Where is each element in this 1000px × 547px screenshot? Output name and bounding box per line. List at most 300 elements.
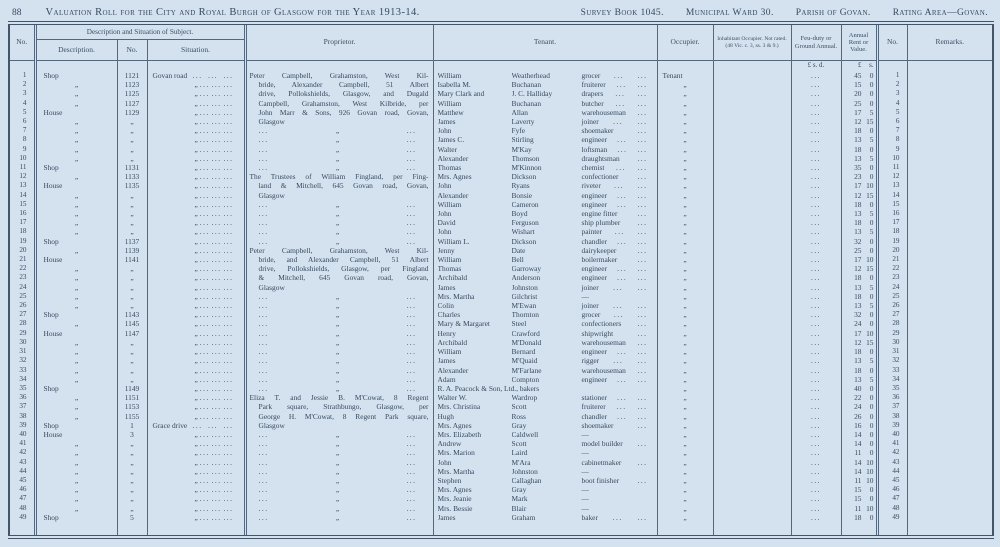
cell-tenant — [433, 108, 657, 117]
tenant-surname: Cameron — [511, 199, 539, 209]
tenant-forename: James — [437, 117, 456, 127]
tenant-line — [434, 439, 657, 448]
cell-row-number-right: 36 — [877, 393, 907, 402]
rent-value — [842, 329, 876, 338]
rent-pounds: 13 — [854, 301, 862, 311]
cell-inhabitant-occupier — [713, 283, 791, 292]
cell-inhabitant-occupier — [713, 218, 791, 227]
units-cell-blank — [245, 61, 433, 72]
leader-dots: ... — [199, 126, 210, 136]
cell-remarks — [907, 448, 993, 457]
proprietor-ditto — [247, 338, 433, 347]
cell-situation — [147, 319, 245, 328]
rent-value — [842, 476, 876, 485]
tenant-occupation — [582, 209, 657, 218]
cell-proprietor — [245, 338, 433, 347]
cell-tenant — [433, 384, 657, 393]
cell-annual-rent — [841, 366, 877, 375]
tenant-occupation — [582, 154, 657, 163]
leader-dots: ... — [223, 107, 234, 117]
tenant-forename: Stephen — [437, 475, 462, 485]
rent-value — [842, 439, 876, 448]
cell-description: „ — [35, 375, 117, 384]
cell-tenant — [433, 209, 657, 218]
situation-text: „ — [194, 282, 198, 292]
leader-dots: ... — [199, 319, 210, 329]
leader-dots: ... — [616, 80, 627, 90]
cell-row-number-right: 34 — [877, 375, 907, 384]
cell-situation — [147, 200, 245, 209]
leader-dots: ... — [617, 135, 628, 145]
cell-tenant — [433, 191, 657, 200]
situation-line — [148, 126, 244, 135]
tenant-line — [434, 237, 657, 246]
tenant-forename: James — [437, 282, 456, 292]
leader-dots: ... — [617, 374, 628, 384]
leader-dots: ... — [637, 89, 648, 99]
cell-proprietor — [245, 181, 433, 190]
cell-feu-duty: ... — [791, 329, 841, 338]
situation-line — [148, 292, 244, 301]
cell-remarks — [907, 227, 993, 236]
leader-dots: ... — [258, 153, 269, 163]
cell-inhabitant-occupier — [713, 513, 791, 522]
cell-row-number-right: 15 — [877, 200, 907, 209]
situation-text: „ — [194, 439, 198, 449]
units-cell-blank — [9, 61, 35, 72]
cell-tenant — [433, 80, 657, 89]
leader-dots: ... — [637, 181, 648, 191]
cell-row-number: 36 — [9, 393, 35, 402]
cell-description: „ — [35, 402, 117, 411]
cell-street-number: „ — [117, 504, 147, 513]
units-cell-blank — [147, 61, 245, 72]
leader-dots: ... — [211, 356, 222, 366]
cell-inhabitant-occupier — [713, 89, 791, 98]
cell-annual-rent — [841, 375, 877, 384]
tenant-surname: J. C. Halliday — [511, 89, 553, 99]
cell-row-number: 18 — [9, 227, 35, 236]
cell-situation — [147, 117, 245, 126]
proprietor-text: bride, and Alexander Campbell, 51 Albert — [258, 255, 429, 265]
situation-line — [148, 264, 244, 273]
cell-description: „ — [35, 135, 117, 144]
cell-feu-duty: ... — [791, 135, 841, 144]
rent-pounds: 18 — [854, 512, 862, 522]
rent-value — [842, 108, 876, 117]
occupation-text: boot finisher — [581, 475, 620, 485]
situation-line — [148, 163, 244, 172]
cell-occupier: „ — [657, 430, 713, 439]
cell-street-number: 1151 — [117, 393, 147, 402]
tenant-line — [434, 200, 657, 209]
cell-row-number: 6 — [9, 117, 35, 126]
tenant-surname: M'Kay — [511, 144, 532, 154]
leader-dots: ... — [613, 71, 624, 80]
rent-pounds: 45 — [854, 71, 862, 80]
cell-remarks — [907, 338, 993, 347]
cell-remarks — [907, 513, 993, 522]
proprietor-text: & Mitchell, 645 Govan road, Govan, — [258, 273, 429, 283]
proprietor-ditto — [247, 430, 433, 439]
proprietor-ditto — [247, 329, 433, 338]
cell-proprietor — [245, 246, 433, 255]
situation-text: „ — [194, 126, 198, 136]
cell-street-number: „ — [117, 126, 147, 135]
cell-row-number: 9 — [9, 145, 35, 154]
rent-shillings: 0 — [869, 245, 874, 255]
cell-annual-rent — [841, 99, 877, 108]
rent-units-shillings: s. — [869, 62, 874, 69]
tenant-forename: James C. — [437, 135, 465, 145]
cell-remarks — [907, 393, 993, 402]
cell-remarks — [907, 467, 993, 476]
rent-shillings: 0 — [869, 172, 874, 182]
tenant-occupation — [582, 135, 657, 144]
rent-shillings: 5 — [869, 356, 874, 366]
cell-proprietor — [245, 393, 433, 402]
leader-dots: ... — [223, 512, 234, 522]
cell-inhabitant-occupier — [713, 421, 791, 430]
cell-annual-rent — [841, 292, 877, 301]
tenant-surname: Buchanan — [511, 98, 542, 108]
situation-text: „ — [194, 181, 198, 191]
cell-description: Shop — [35, 163, 117, 172]
cell-proprietor — [245, 117, 433, 126]
cell-remarks — [907, 485, 993, 494]
cell-description: „ — [35, 347, 117, 356]
cell-remarks — [907, 108, 993, 117]
leader-dots: ... — [223, 209, 234, 219]
table-row — [9, 172, 993, 181]
cell-annual-rent — [841, 504, 877, 513]
cell-feu-duty: ... — [791, 402, 841, 411]
cell-remarks — [907, 430, 993, 439]
rent-shillings: 0 — [869, 365, 874, 375]
proprietor-ditto — [247, 218, 433, 227]
situation-text: „ — [194, 402, 198, 412]
cell-street-number: 1149 — [117, 384, 147, 393]
occupation-text: warehouseman — [581, 337, 626, 347]
cell-feu-duty: ... — [791, 412, 841, 421]
leader-dots: ... — [258, 503, 269, 513]
cell-row-number-right: 5 — [877, 108, 907, 117]
cell-tenant — [433, 504, 657, 513]
leader-dots: ... — [258, 429, 269, 439]
situation-line — [148, 209, 244, 218]
cell-occupier: „ — [657, 154, 713, 163]
leader-dots: ... — [637, 264, 648, 274]
tenant-line — [434, 292, 657, 301]
occupation-text: shipwright — [581, 328, 614, 338]
rent-value — [842, 99, 876, 108]
occupation-text: engineer — [581, 374, 607, 384]
occupation-text: — — [581, 291, 589, 301]
cell-tenant — [433, 264, 657, 273]
tenant-occupation — [582, 172, 657, 181]
tenant-surname: M'Donald — [511, 337, 542, 347]
cell-description: „ — [35, 126, 117, 135]
leader-dots: ... — [211, 236, 222, 246]
cell-description: „ — [35, 393, 117, 402]
cell-feu-duty: ... — [791, 99, 841, 108]
cell-remarks — [907, 366, 993, 375]
leader-dots: ... — [199, 153, 210, 163]
tenant-line — [434, 458, 657, 467]
cell-tenant — [433, 71, 657, 80]
spacer-cell — [147, 522, 245, 537]
ditto-mark: „ — [335, 439, 340, 449]
tenant-line — [434, 154, 657, 163]
cell-feu-duty: ... — [791, 126, 841, 135]
cell-situation — [147, 338, 245, 347]
leader-dots: ... — [637, 356, 648, 366]
leader-dots: ... — [223, 439, 234, 449]
situation-line — [148, 301, 244, 310]
leader-dots: ... — [637, 190, 648, 200]
occupation-text: confectioner — [581, 172, 619, 182]
cell-row-number-right: 6 — [877, 117, 907, 126]
cell-street-number: 1129 — [117, 108, 147, 117]
leader-dots: ... — [223, 255, 234, 265]
ditto-mark: „ — [335, 126, 340, 136]
rent-shillings: 0 — [869, 393, 874, 403]
situation-text: „ — [194, 80, 198, 90]
cell-row-number: 22 — [9, 264, 35, 273]
tenant-forename: Mrs. Martha — [437, 466, 475, 476]
ditto-mark: „ — [335, 347, 340, 357]
rent-pounds: 17 — [854, 328, 862, 338]
cell-occupier: „ — [657, 246, 713, 255]
col-remarks: Remarks. — [907, 23, 993, 61]
cell-street-number: „ — [117, 200, 147, 209]
cell-feu-duty: ... — [791, 366, 841, 375]
cell-remarks — [907, 458, 993, 467]
cell-inhabitant-occupier — [713, 172, 791, 181]
cell-feu-duty: ... — [791, 384, 841, 393]
cell-inhabitant-occupier — [713, 209, 791, 218]
cell-occupier: „ — [657, 458, 713, 467]
leader-dots: ... — [223, 291, 234, 301]
rent-value — [842, 292, 876, 301]
leader-dots: ... — [223, 466, 234, 476]
cell-tenant — [433, 172, 657, 181]
tenant-occupation — [582, 218, 657, 227]
leader-dots: ... — [223, 144, 234, 154]
cell-row-number: 33 — [9, 366, 35, 375]
occupation-text: grocer — [581, 71, 601, 80]
leader-dots: ... — [406, 291, 417, 301]
occupation-text: fruiterer — [581, 402, 606, 412]
proprietor-ditto — [247, 237, 433, 246]
situation-text: „ — [194, 319, 198, 329]
occupation-text: chandler — [581, 236, 607, 246]
cell-situation — [147, 347, 245, 356]
leader-dots: ... — [199, 393, 210, 403]
cell-occupier: „ — [657, 448, 713, 457]
cell-feu-duty: ... — [791, 301, 841, 310]
occupation-text: model builder — [581, 439, 623, 449]
table-row — [9, 292, 993, 301]
situation-text: „ — [194, 337, 198, 347]
tenant-line — [434, 319, 657, 328]
cell-row-number-right: 16 — [877, 209, 907, 218]
cell-row-number: 41 — [9, 439, 35, 448]
situation-text: „ — [194, 356, 198, 366]
leader-dots: ... — [199, 144, 210, 154]
rent-value — [842, 181, 876, 190]
cell-street-number: „ — [117, 338, 147, 347]
situation-line — [148, 181, 244, 190]
leader-dots: ... — [199, 383, 210, 393]
cell-occupier: „ — [657, 384, 713, 393]
cell-row-number: 40 — [9, 430, 35, 439]
cell-situation — [147, 108, 245, 117]
proprietor-text: George H. M'Cowat, 8 Regent Park square, — [258, 411, 429, 421]
cell-street-number: 1127 — [117, 99, 147, 108]
tenant-line — [434, 448, 657, 457]
tenant-occupation — [582, 393, 657, 402]
tenant-occupation — [582, 412, 657, 421]
tenant-line — [434, 402, 657, 411]
occupation-text: loftsman — [581, 144, 608, 154]
cell-feu-duty: ... — [791, 421, 841, 430]
tenant-occupation — [582, 513, 657, 522]
leader-dots: ... — [406, 135, 417, 145]
leader-dots: ... — [617, 393, 628, 403]
cell-feu-duty: ... — [791, 181, 841, 190]
leader-dots: ... — [615, 98, 626, 108]
rent-pounds: 20 — [854, 89, 862, 99]
tenant-occupation — [582, 375, 657, 384]
cell-row-number-right: 2 — [877, 80, 907, 89]
cell-street-number: „ — [117, 494, 147, 503]
situation-text: Grace drive — [152, 420, 188, 430]
leader-dots: ... — [223, 337, 234, 347]
cell-proprietor — [245, 448, 433, 457]
situation-text: „ — [194, 172, 198, 182]
cell-situation — [147, 513, 245, 522]
table-row — [9, 99, 993, 108]
cell-street-number: „ — [117, 366, 147, 375]
tenant-forename: Jenny — [437, 245, 455, 255]
leader-dots: ... — [637, 153, 648, 163]
leader-dots: ... — [258, 475, 269, 485]
cell-row-number: 39 — [9, 421, 35, 430]
cell-street-number: „ — [117, 485, 147, 494]
cell-situation — [147, 467, 245, 476]
cell-feu-duty: ... — [791, 448, 841, 457]
cell-proprietor — [245, 126, 433, 135]
cell-proprietor — [245, 310, 433, 319]
leader-dots: ... — [406, 356, 417, 366]
leader-dots: ... — [637, 71, 648, 80]
leader-dots: ... — [199, 190, 210, 200]
cell-annual-rent — [841, 384, 877, 393]
tenant-line — [434, 209, 657, 218]
cell-row-number-right: 39 — [877, 421, 907, 430]
rent-value — [842, 402, 876, 411]
cell-street-number: 1147 — [117, 329, 147, 338]
cell-annual-rent — [841, 412, 877, 421]
tenant-surname: Crawford — [511, 328, 540, 338]
cell-annual-rent — [841, 126, 877, 135]
tenant-line — [434, 191, 657, 200]
leader-dots: ... — [258, 457, 269, 467]
cell-remarks — [907, 264, 993, 273]
cell-situation — [147, 246, 245, 255]
cell-description: House — [35, 329, 117, 338]
situation-line — [148, 494, 244, 503]
cell-row-number: 15 — [9, 200, 35, 209]
spacer-cell — [117, 522, 147, 537]
proprietor-text: Peter Campbell, Grahamston, West Kil- — [249, 71, 429, 80]
leader-dots: ... — [613, 301, 624, 311]
leader-dots: ... — [258, 126, 269, 136]
cell-tenant — [433, 99, 657, 108]
cell-description: „ — [35, 154, 117, 163]
cell-situation — [147, 356, 245, 365]
tenant-forename: James — [437, 356, 456, 366]
tenant-line — [434, 99, 657, 108]
table-row — [9, 255, 993, 264]
leader-dots: ... — [637, 328, 648, 338]
cell-row-number: 38 — [9, 412, 35, 421]
cell-row-number-right: 11 — [877, 163, 907, 172]
leader-dots: ... — [223, 264, 234, 274]
cell-feu-duty: ... — [791, 227, 841, 236]
cell-row-number-right: 43 — [877, 458, 907, 467]
tenant-occupation — [582, 504, 657, 513]
tenant-surname: Scott — [511, 439, 527, 449]
col-tenant: Tenant. — [433, 23, 657, 61]
cell-remarks — [907, 145, 993, 154]
page-title: Valuation Roll for the City and Royal Burgh of Glasgow for the Year 1913-14. — [45, 7, 420, 18]
cell-row-number: 2 — [9, 80, 35, 89]
leader-dots: ... — [637, 337, 648, 347]
leader-dots: ... — [211, 448, 222, 458]
table-row — [9, 319, 993, 328]
cell-street-number: „ — [117, 209, 147, 218]
cell-remarks — [907, 209, 993, 218]
cell-proprietor — [245, 347, 433, 356]
situation-line — [148, 485, 244, 494]
cell-annual-rent — [841, 329, 877, 338]
occupation-text: shoemaker — [581, 126, 614, 136]
cell-occupier: „ — [657, 310, 713, 319]
table-row — [9, 329, 993, 338]
cell-situation — [147, 154, 245, 163]
spacer-cell — [657, 522, 713, 537]
cell-situation — [147, 366, 245, 375]
cell-row-number-right: 7 — [877, 126, 907, 135]
rent-shillings: 10 — [866, 503, 874, 513]
rent-shillings: 5 — [869, 374, 874, 384]
tenant-forename: David — [437, 218, 456, 228]
situation-line — [148, 476, 244, 485]
leader-dots: ... — [406, 337, 417, 347]
cell-proprietor — [245, 476, 433, 485]
cell-row-number: 21 — [9, 255, 35, 264]
situation-line — [148, 384, 244, 393]
leader-dots: ... — [223, 80, 234, 90]
units-cell-blank — [35, 61, 117, 72]
situation-text: „ — [194, 264, 198, 274]
cell-occupier: Tenant — [657, 71, 713, 80]
rent-shillings: 0 — [869, 291, 874, 301]
occupation-text: riveter — [581, 181, 601, 191]
leader-dots: ... — [258, 319, 269, 329]
